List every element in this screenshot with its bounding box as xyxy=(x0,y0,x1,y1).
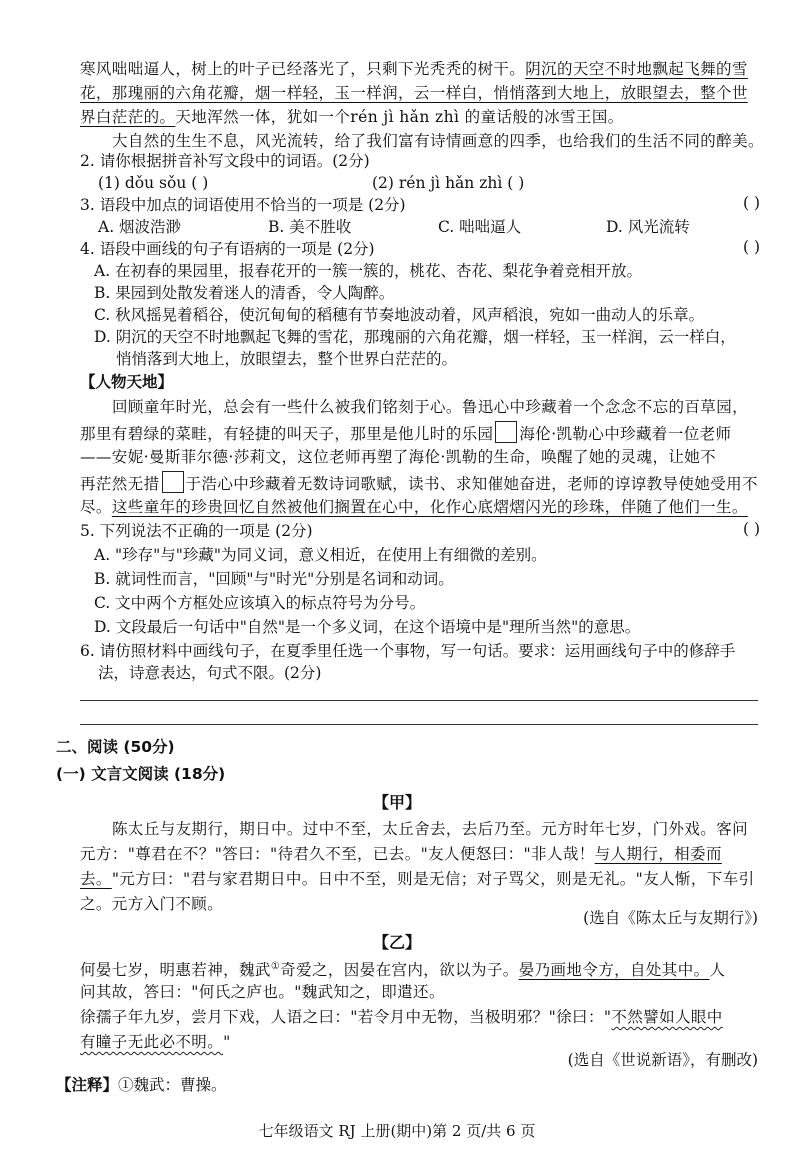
wavy-underlined-sentence: 有瞳子无此必不明。 xyxy=(80,1033,224,1051)
question-3-option-d[interactable]: D. 风光流转 xyxy=(606,218,690,236)
question-4-answer-bracket[interactable]: ( ) xyxy=(742,238,760,256)
question-5-option-d[interactable]: D. 文段最后一句话中"自然"是一个多义词，在这个语境中是"理所当然"的意思。 xyxy=(94,618,641,636)
section-title-reading: 二、阅读 (50分) xyxy=(56,738,175,756)
question-3-answer-bracket[interactable]: ( ) xyxy=(742,194,760,212)
jia-line-3 xyxy=(80,868,755,890)
jia-text: "元方曰："君与家君期日中。日中不至，则是无信；对子骂父，则是无礼。"友人惭，下车引 xyxy=(111,870,755,888)
question-4-stem: 4. 语段中画线的句子有语病的一项是 (2分) xyxy=(80,240,375,258)
person-text: 于浩心中珍藏着无数诗词歌赋，读书、求知催她奋进，老师的谆谆教导使她受用不 xyxy=(185,475,758,493)
yi-text: 人 xyxy=(709,961,726,980)
question-3-option-c[interactable]: C. 咄咄逼人 xyxy=(438,218,522,236)
person-para-2 xyxy=(80,421,731,445)
passage-line-1 xyxy=(80,58,748,80)
question-2-blank-b[interactable]: (2) rén jì hǎn zhì ( ) xyxy=(372,174,525,192)
passage-yi-title: 【乙】 xyxy=(372,933,421,952)
question-5-stem: 5. 下列说法不正确的一项是 (2分) xyxy=(80,522,313,540)
question-5-answer-bracket[interactable]: ( ) xyxy=(742,520,760,538)
person-para-3: ——安妮·曼斯菲尔德·莎莉文，这位老师再塑了海伦·凯勒的生命，唤醒了她的灵魂，让她不 xyxy=(80,448,717,466)
question-2-blank-a[interactable]: (1) dǒu sǒu ( ) xyxy=(98,174,209,192)
passage-jia-title: 【甲】 xyxy=(372,793,421,812)
jia-line-2 xyxy=(80,843,722,865)
passage-line-3 xyxy=(80,106,624,128)
subsection-title-classical: (一) 文言文阅读 (18分) xyxy=(56,765,226,783)
underlined-sentence: 与人期行，相委而 xyxy=(594,845,722,863)
yi-line-2: 问其故，答曰："何氏之庐也。"魏武知之，即遣还。 xyxy=(80,983,445,1001)
passage-line-2 xyxy=(80,82,748,104)
passage-line-4: 大自然的生生不息，风光流转，给了我们富有诗情画意的四季，也给我们的生活不同的醉美。 xyxy=(112,132,764,150)
underlined-sentence: 阴沉的天空不时地飘起飞舞的雪 xyxy=(525,60,748,78)
question-3-option-b[interactable]: B. 美不胜收 xyxy=(268,218,352,236)
punctuation-blank-box-2[interactable] xyxy=(162,471,184,493)
person-text: 再茫然无措 xyxy=(80,475,160,493)
jia-text: 元方："尊君在不？"答曰："待君久不至，已去。"友人便怒曰："非人哉！ xyxy=(80,845,595,863)
answer-line-1[interactable] xyxy=(80,700,758,701)
page-footer: 七年级语文 RJ 上册(期中)第 2 页/共 6 页 xyxy=(258,1122,536,1140)
yi-line-3 xyxy=(80,1006,723,1028)
question-3-stem: 3. 语段中加点的词语使用不恰当的一项是 (2分) xyxy=(80,196,406,214)
yi-source: (选自《世说新语》，有删改) xyxy=(567,1051,758,1069)
person-text: 尽。 xyxy=(80,498,112,516)
question-4-option-b[interactable]: B. 果园到处散发着迷人的清香，令人陶醉。 xyxy=(94,284,395,302)
yi-line-1 xyxy=(80,956,725,981)
punctuation-blank-box-1[interactable] xyxy=(495,421,517,443)
underlined-sentence: 去。 xyxy=(80,870,112,888)
question-4-option-a[interactable]: A. 在初春的果园里，报春花开的一簇一簇的，桃花、杏花、梨花争着竞相开放。 xyxy=(94,262,643,280)
question-2-stem: 2. 请你根据拼音补写文段中的词语。(2分) xyxy=(80,152,370,170)
footnote-marker: ① xyxy=(270,961,281,972)
jia-line-4: 之。元方入门不顾。 xyxy=(80,895,224,913)
person-para-4 xyxy=(80,471,758,495)
annotation-label: 【注释】 xyxy=(56,1076,119,1094)
question-6-stem-1: 6. 请仿照材料中画线句子，在夏季里任选一个事物，写一句话。要求：运用画线句子中的修辞手 xyxy=(80,642,736,660)
question-4-option-d[interactable]: D. 阴沉的天空不时地飘起飞舞的雪花，那瑰丽的六角花瓣，烟一样轻，玉一样润，云一样白， xyxy=(94,328,736,346)
person-text: 海伦·凯勒心中珍藏着一位老师 xyxy=(519,425,732,443)
question-5-option-c[interactable]: C. 文中两个方框处应该填入的标点符号为分号。 xyxy=(94,594,426,612)
yi-text: 奇爱之，因晏在宫内，欲以为子。 xyxy=(280,961,519,980)
person-para-5 xyxy=(80,496,748,518)
underlined-sentence: 花，那瑰丽的六角花瓣，烟一样轻，玉一样润，云一样白，悄悄落到大地上，放眼望去，整个世 xyxy=(80,84,748,102)
wavy-underlined-sentence: 不然譬如人眼中 xyxy=(611,1008,723,1026)
question-6-stem-2: 法，诗意表达，句式不限。(2分) xyxy=(98,664,322,682)
annotation xyxy=(56,1074,227,1096)
passage-text: 天地浑然一体，犹如一个rén jì hǎn zhì 的童话般的冰雪王国。 xyxy=(175,108,624,126)
question-4-option-d-cont: 悄悄落到大地上，放眼望去，整个世界白茫茫的。 xyxy=(116,350,458,368)
section-title-person: 【人物天地】 xyxy=(80,373,174,391)
question-5-option-a[interactable]: A. "珍存"与"珍藏"为同义词，意义相近，在使用上有细微的差别。 xyxy=(94,546,547,564)
annotation-text: ①魏武：曹操。 xyxy=(118,1076,227,1094)
person-para-1: 回顾童年时光，总会有一些什么被我们铭刻于心。鲁迅心中珍藏着一个念念不忘的百草园， xyxy=(112,398,749,416)
yi-text: " xyxy=(223,1033,231,1051)
underlined-sentence: 晏乃画地令方，自处其中。 xyxy=(518,961,710,980)
jia-line-1: 陈太丘与友期行，期日中。过中不至，太丘舍去，去后乃至。元方时年七岁，门外戏。客问 xyxy=(112,820,749,838)
underlined-sentence: 这些童年的珍贵回忆自然被他们搁置在心中，化作心底熠熠闪光的珍珠，伴随了他们一生。 xyxy=(111,498,748,516)
question-3-option-a[interactable]: A. 烟波浩渺 xyxy=(98,218,182,236)
yi-text: 徐孺子年九岁，尝月下戏，人语之曰："若令月中无物，当极明邪？"徐曰：" xyxy=(80,1008,612,1026)
yi-text: 何晏七岁，明惠若神，魏武 xyxy=(80,961,271,980)
question-5-option-b[interactable]: B. 就词性而言，"回顾"与"时光"分别是名词和动词。 xyxy=(94,570,454,588)
question-4-option-c[interactable]: C. 秋风摇晃着稻谷，使沉甸甸的稻穗有节奏地波动着，风声稻浪，宛如一曲动人的乐章。 xyxy=(94,306,705,324)
jia-source: (选自《陈太丘与友期行》) xyxy=(583,909,758,927)
passage-text: 寒风咄咄逼人，树上的叶子已经落光了，只剩下光秃秃的树干。 xyxy=(80,60,526,78)
underlined-sentence: 界白茫茫的。 xyxy=(80,108,176,126)
person-text: 那里有碧绿的菜畦，有轻捷的叫天子，那里是他儿时的乐园 xyxy=(80,425,494,443)
yi-line-4 xyxy=(80,1031,231,1053)
answer-line-2[interactable] xyxy=(80,724,758,725)
